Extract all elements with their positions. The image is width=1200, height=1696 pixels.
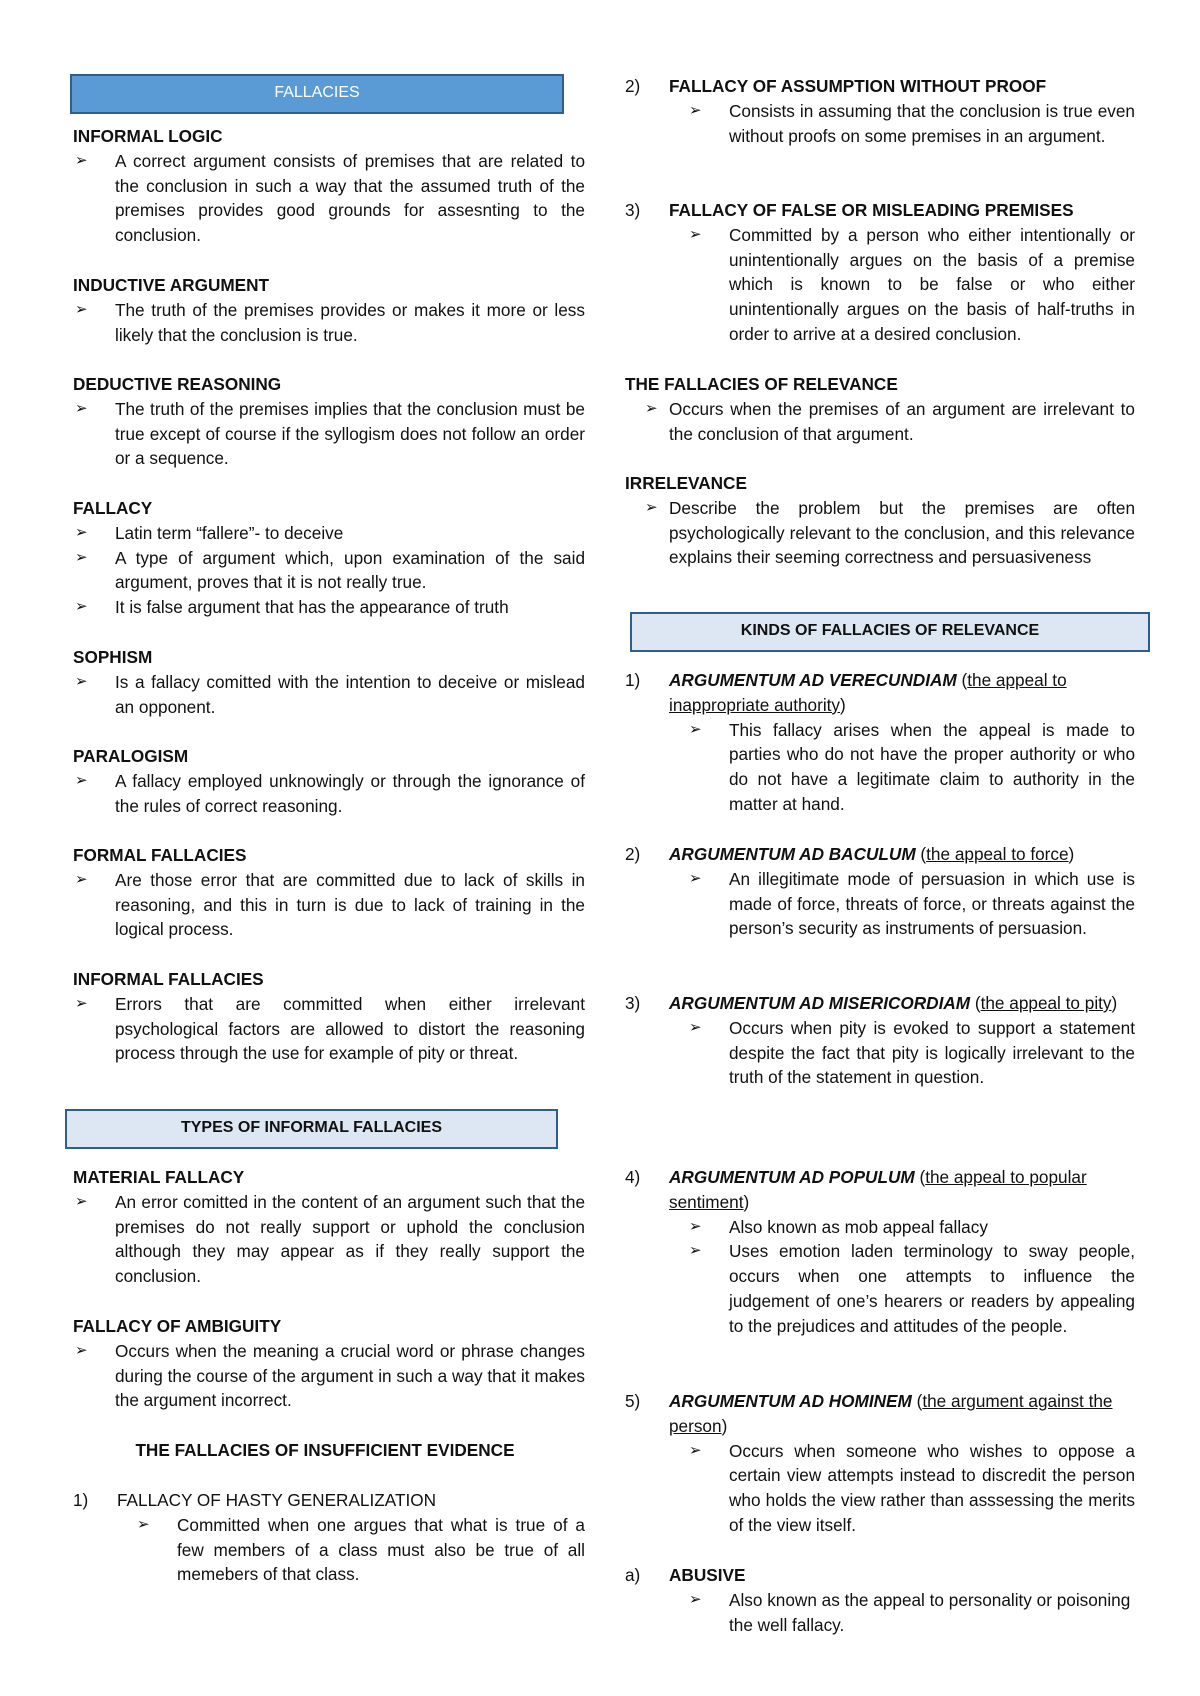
inductive-section [73,273,585,347]
numbered-item [73,1488,585,1513]
bullet-item: ➢ Also known as the appeal to personality or poisoning the well fallacy. [625,1588,1135,1638]
types-banner: TYPES OF INFORMAL FALLACIES [65,1109,558,1149]
item-number: 1) [73,1490,89,1510]
bullet-item: ➢ An error comitted in the content of an argument such that the premises do not really support or uphold the conclusion although they may appear as if they really support the conclusion. [73,1190,585,1289]
bullet-item: ➢ Also known as mob appeal fallacy [625,1215,1135,1240]
deductive-section [73,372,585,471]
kind-4-section [625,1165,1135,1339]
bullet-item: ➢ Errors that are committed when either irrelevant psychological factors are allowed to distort the reasoning process through the use for example of pity or threat. [73,992,585,1066]
fallacy-section [73,496,585,620]
bullet-item: ➢ The truth of the premises provides or makes it more or less likely that the conclusion is true. [73,298,585,348]
kind-5-section [625,1389,1135,1538]
section-heading: DEDUCTIVE REASONING [73,374,282,394]
bullet-item: ➢ Occurs when the meaning a crucial word or phrase changes during the course of the argument in such a way that it makes the argument incorrect. [73,1339,585,1413]
section-heading: INFORMAL LOGIC [73,126,223,146]
item-description: the appeal to inappropriate authority [669,670,1067,715]
item-number: 2) [625,844,641,864]
formal-fallacies-section [73,843,585,942]
item-number: 4) [625,1167,641,1187]
item-title: ARGUMENTUM AD POPULUM [669,1167,915,1187]
section-heading: FALLACY [73,498,153,518]
item-number: 1) [625,670,641,690]
bullet-item: ➢ Describe the problem but the premises are often psychologically relevant to the conclusion, and this relevance explains their seeming correctness and persuasiveness [625,496,1135,570]
item-number: 3) [625,200,641,220]
sophism-section [73,645,585,719]
section-heading: FALLACY OF AMBIGUITY [73,1316,282,1336]
bullet-item: ➢ Occurs when pity is evoked to support a statement despite the fact that pity is logically irrelevant to the truth of the statement in question. [625,1016,1135,1090]
bullet-item: ➢ Occurs when the premises of an argument are irrelevant to the conclusion of that argument. [625,397,1135,447]
bullet-item: ➢ Uses emotion laden terminology to sway people, occurs when one attempts to influence the judgement of one’s hearers or readers by appealing to the prejudices and attitudes of the people. [625,1239,1135,1338]
bullet-item: ➢ Consists in assuming that the conclusion is true even without proofs on some premises in an argument. [625,99,1135,149]
bullet-item: ➢ A type of argument which, upon examination of the said argument, proves that it is not really true. [73,546,585,596]
bullet-item: ➢ An illegitimate mode of persuasion in which use is made of force, threats of force, or threats against the person’s security as instruments of persuasion. [625,867,1135,941]
item-title: FALLACY OF HASTY GENERALIZATION [117,1490,437,1510]
false-premises-section [625,198,1135,347]
kinds-banner: KINDS OF FALLACIES OF RELEVANCE [630,612,1150,652]
item-title: FALLACY OF FALSE OR MISLEADING PREMISES [669,200,1074,220]
fallacies-banner: FALLACIES [70,74,564,114]
section-heading: FORMAL FALLACIES [73,845,247,865]
material-fallacy-section [73,1165,585,1289]
bullet-item: ➢ Occurs when someone who wishes to oppose a certain view attempts instead to discredit the person who holds the view rather than asssessing the merits of the view itself. [625,1439,1135,1538]
assumption-section [625,74,1135,148]
informal-fallacies-section [73,967,585,1066]
numbered-item: 2) ARGUMENTUM AD BACULUM (the appeal to force) [625,842,1135,867]
section-heading: INDUCTIVE ARGUMENT [73,275,270,295]
kind-1-section [625,668,1135,817]
item-title: ARGUMENTUM AD MISERICORDIAM [669,993,971,1013]
informal-logic-section [73,124,585,248]
bullet-item: ➢ The truth of the premises implies that the conclusion must be true except of course if the syllogism does not follow an order or a sequence. [73,397,585,471]
numbered-item [625,74,1135,99]
irrelevance-section [625,471,1135,570]
numbered-item: 4) ARGUMENTUM AD POPULUM (the appeal to popular sentiment) [625,1167,1087,1212]
numbered-item: 3) ARGUMENTUM AD MISERICORDIAM (the appeal to pity) [625,991,1135,1016]
item-number: 3) [625,993,641,1013]
section-heading: MATERIAL FALLACY [73,1167,245,1187]
item-number: 2) [625,76,641,96]
item-title: ARGUMENTUM AD VERECUNDIAM [669,670,957,690]
numbered-item [625,1563,1135,1588]
kind-2-section [625,842,1135,941]
bullet-item: ➢ Committed by a person who either intentionally or unintentionally argues on the basis of a premise which is known to be false or who either unintentionally argues on the basis of half-truths in order to arrive at a desired conclusion. [625,223,1135,347]
item-title: ARGUMENTUM AD BACULUM [669,844,916,864]
item-description: the argument against the person [669,1391,1113,1436]
bullet-item: ➢ A correct argument consists of premises that are related to the conclusion in such a way that the assumed truth of the premises provides good grounds for assesnting to the conclusion. [73,149,585,248]
bullet-item: ➢ A fallacy employed unknowingly or through the ignorance of the rules of correct reasoning. [73,769,585,819]
ambiguity-section [73,1314,585,1413]
item-title: ABUSIVE [669,1565,746,1585]
insufficient-evidence-heading: THE FALLACIES OF INSUFFICIENT EVIDENCE [135,1440,515,1460]
section-heading: IRRELEVANCE [625,473,747,493]
section-heading: SOPHISM [73,647,153,667]
paralogism-section [73,744,585,818]
item-description: the appeal to force [926,844,1069,864]
numbered-item [625,198,1135,223]
bullet-item: ➢ Is a fallacy comitted with the intention to deceive or mislead an opponent. [73,670,585,720]
item-title: FALLACY OF ASSUMPTION WITHOUT PROOF [669,76,1047,96]
bullet-item: ➢ It is false argument that has the appearance of truth [73,595,585,620]
bullet-item: ➢ Are those error that are committed due to lack of skills in reasoning, and this in turn is due to lack of training in the logical process. [73,868,585,942]
item-number: 5) [625,1391,641,1411]
bullet-item: ➢ Committed when one argues that what is true of a few members of a class must also be true of all memebers of that class. [73,1513,585,1587]
section-heading: INFORMAL FALLACIES [73,969,264,989]
numbered-item: 5) ARGUMENTUM AD HOMINEM (the argument against the person) [625,1391,1113,1436]
abusive-section [625,1563,1135,1637]
relevance-section [625,372,1135,446]
numbered-item: 1) ARGUMENTUM AD VERECUNDIAM (the appeal to inappropriate authority) [625,670,1067,715]
hasty-generalization-section [73,1488,585,1587]
section-heading: THE FALLACIES OF RELEVANCE [625,374,898,394]
kind-3-section [625,991,1135,1090]
bullet-item: ➢ Latin term “fallere”- to deceive [73,521,585,546]
item-description: the appeal to popular sentiment [669,1167,1087,1212]
bullet-item: ➢ This fallacy arises when the appeal is made to parties who do not have the proper authority or who do not have a legitimate claim to authority in the matter at hand. [625,718,1135,817]
item-description: the appeal to pity [980,993,1112,1013]
item-number: a) [625,1565,641,1585]
section-heading: PARALOGISM [73,746,189,766]
item-title: ARGUMENTUM AD HOMINEM [669,1391,912,1411]
